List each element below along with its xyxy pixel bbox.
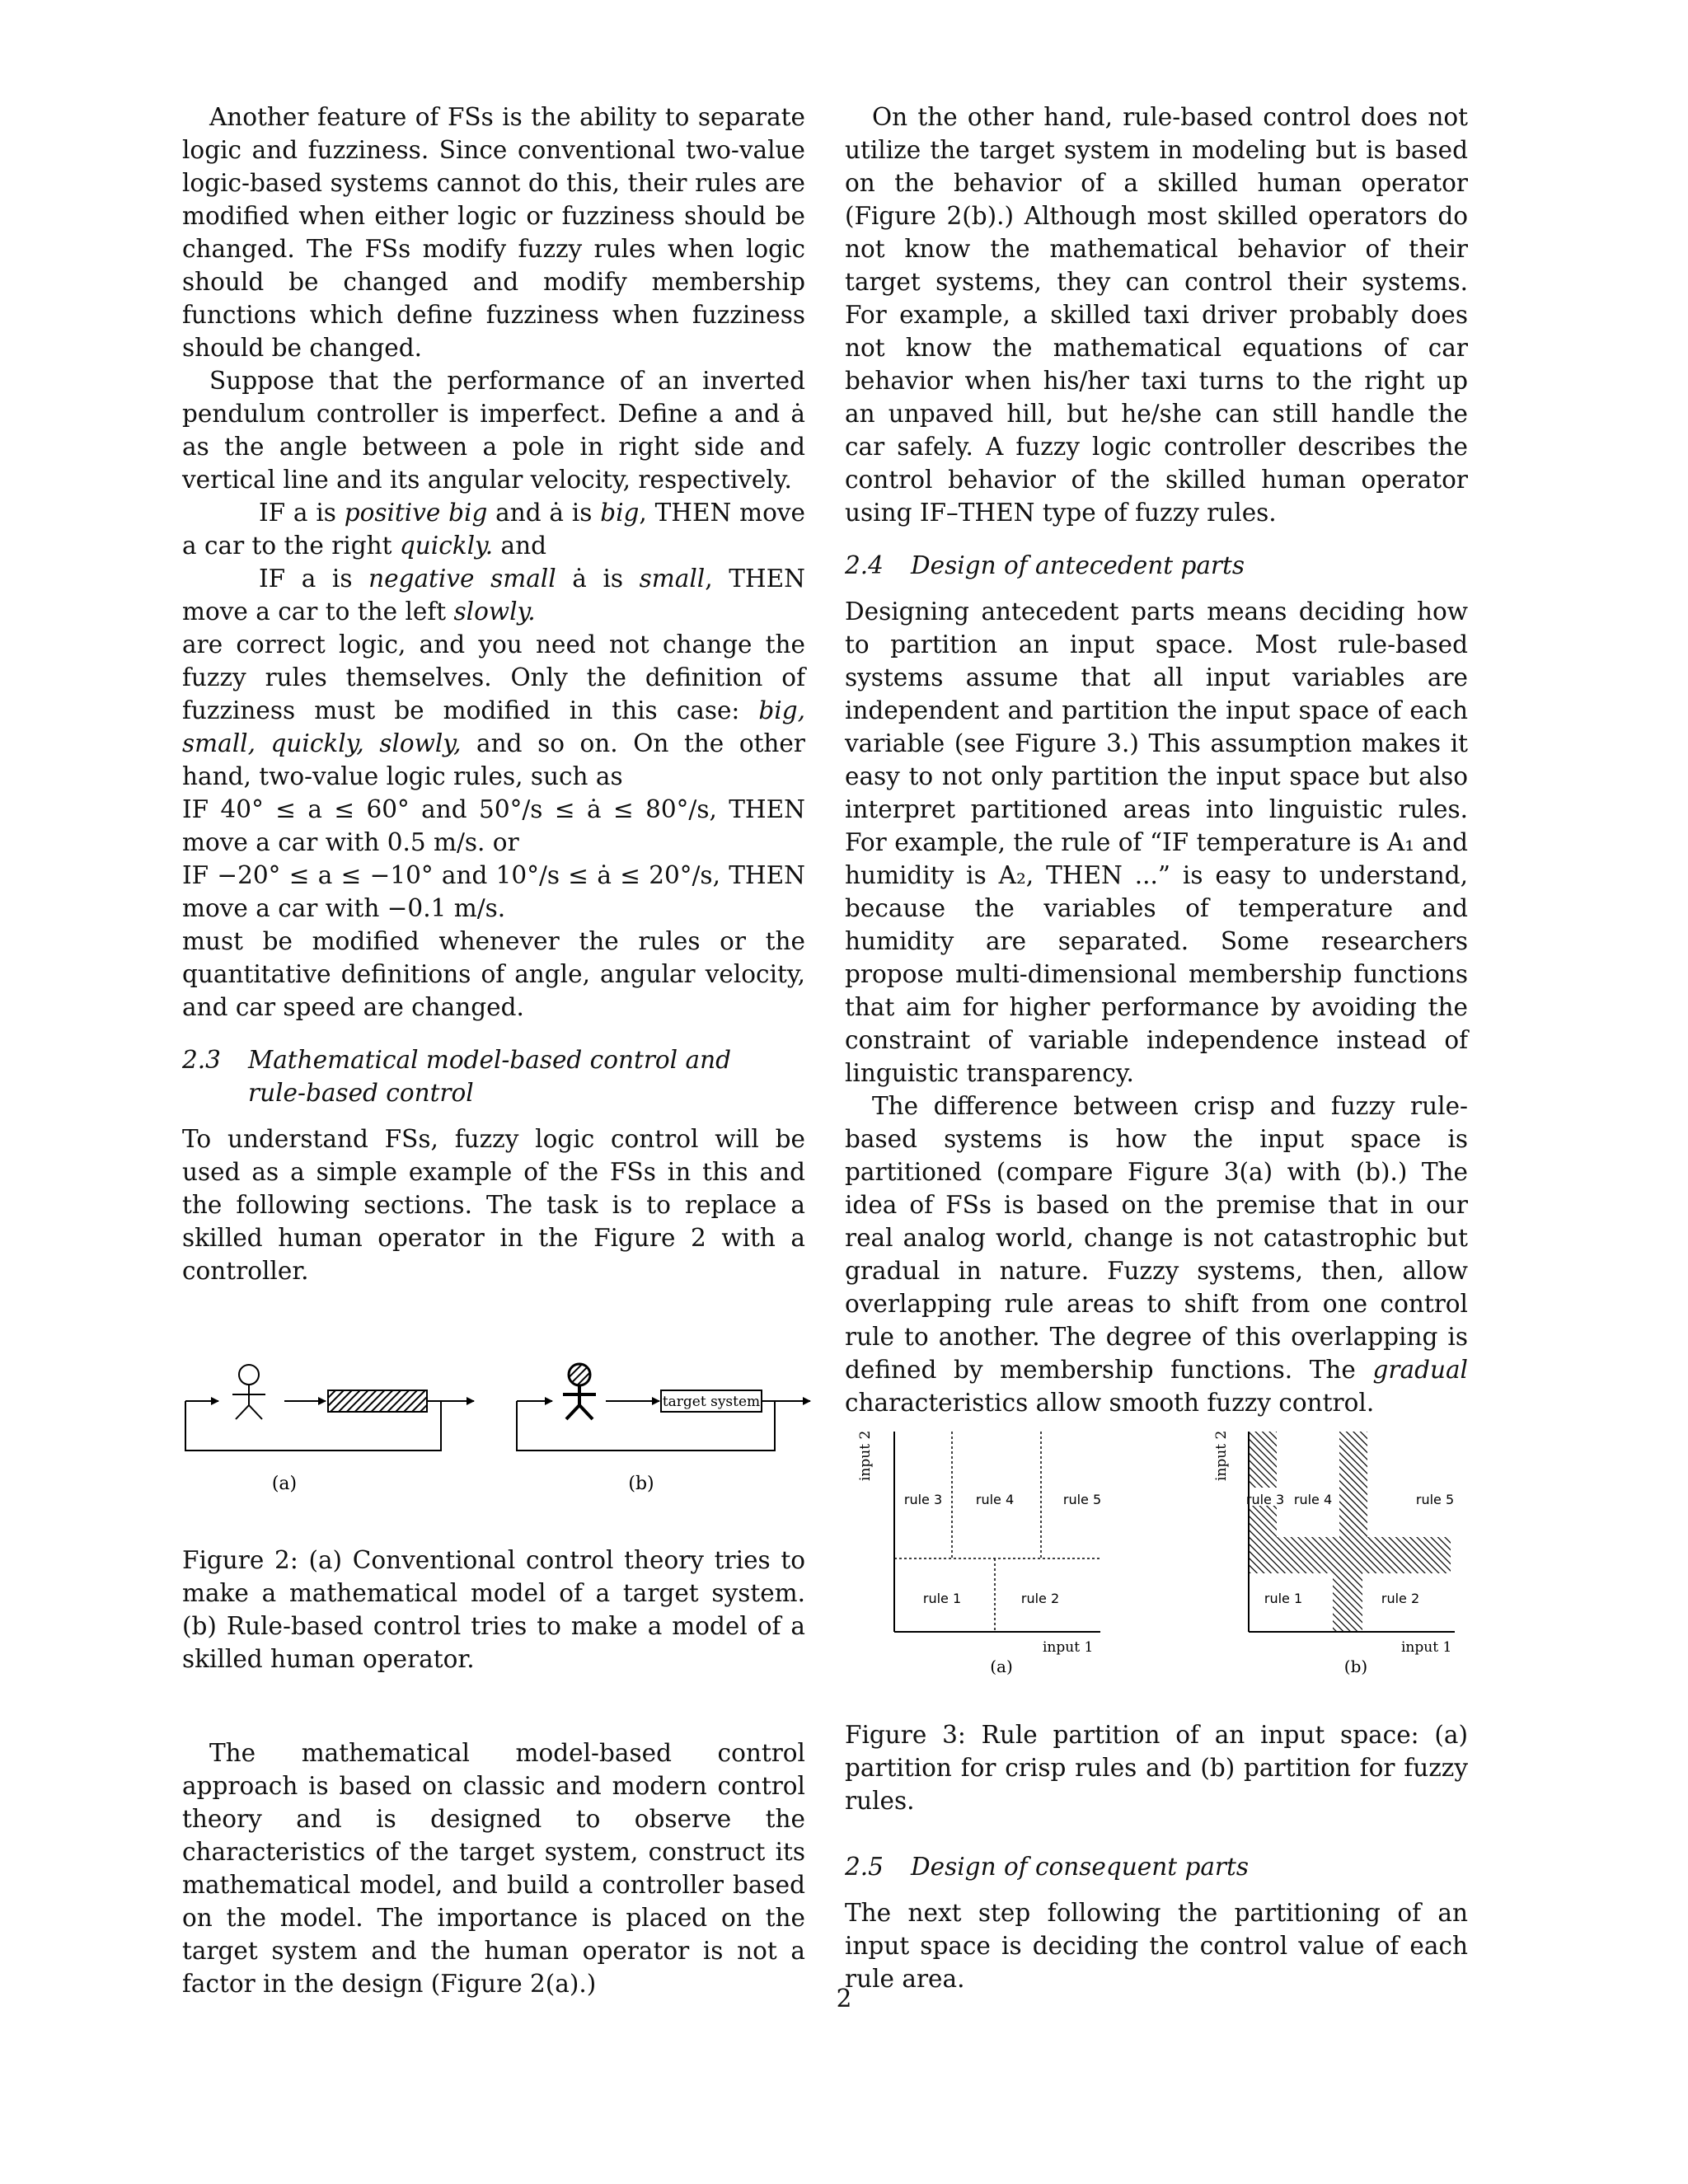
paragraph: Designing antecedent parts means deciding how to partition an input space. Most rule-based systems assume that all input variables are independent and partition the input space of each variable (see Figure 3.) This assumption makes it easy to not only partition the input space but also interpret partitioned areas into linguistic rules. For example, the rule of “IF temperature is A₁ and humidity is A₂, THEN ...” is easy to understand, because the variables of temperature and humidity are separated. Some researchers propose multi-dimensional membership functions that aim for higher performance by avoiding the constraint of variable independence instead of linguistic transparency. bbox=[845, 598, 1468, 1087]
rule-2-label: rule 2 bbox=[1381, 1591, 1420, 1606]
paragraph: Another feature of FSs is the ability to separate logic and fuzziness. Since conventional two-value logic-based systems cannot do this, their rules are modified when either logic or fuzziness should be changed. The FSs modify fuzzy rules when logic should be changed and modify membership functions which define fuzziness when fuzziness should be changed. bbox=[182, 103, 805, 362]
input-1-label: input 1 bbox=[1043, 1639, 1094, 1656]
target-system-label: target system bbox=[662, 1394, 761, 1410]
crisp-rule-2: IF −20° ≤ a ≤ −10° and 10°/s ≤ ȧ ≤ 20°/s, THEN move a car with −0.1 m/s. bbox=[182, 861, 805, 922]
section-heading-2-3: 2.3 Mathematical model-based control and rule-based control bbox=[182, 1046, 731, 1107]
figure-2-caption: Figure 2: (a) Conventional control theory tries to make a mathematical model of a target system. (b) Rule-based control tries to make a model of a skilled human operator. bbox=[182, 1546, 805, 1673]
paragraph: The difference between crisp and fuzzy rule-based systems is how the input space is partitioned (compare Figure 3(a) with (b).) The idea of FSs is based on the premise that in our real analog world, change is not catastrophic but gradual in nature. Fuzzy systems, then, allow overlapping rule areas to shift from one control rule to another. The degree of this overlapping is defined by membership functions. The gradual characteristics allow smooth fuzzy control. bbox=[845, 1092, 1468, 1417]
skilled-operator-icon bbox=[569, 1364, 590, 1385]
paragraph: are correct logic, and you need not change the fuzzy rules themselves. Only the definition of fuzziness must be modified in this case: big, small, quickly, slowly, and so on. On the other hand, two-value logic rules, such as bbox=[182, 630, 805, 790]
figure-3-diagram bbox=[853, 1422, 1479, 1677]
input-2-label: input 2 bbox=[1213, 1430, 1230, 1481]
section-heading-2-4: 2.4 Design of antecedent parts bbox=[845, 551, 1245, 579]
figure-2-diagram bbox=[177, 1360, 820, 1508]
rule-1-label: rule 1 bbox=[1264, 1591, 1303, 1606]
paragraph: The mathematical model-based control approach is based on classic and modern control theory and is designed to observe the characteristics of the target system, construct its mathematical model, and build a controller based on the model. The importance is placed on the target system and the human operator is not a factor in the design (Figure 2(a).) bbox=[182, 1739, 805, 1998]
rule-3-label: rule 3 bbox=[1245, 1492, 1285, 1507]
paragraph: The next step following the partitioning of an input space is deciding the control value of each rule area. bbox=[845, 1899, 1468, 1993]
figure-3b-label: (b) bbox=[1343, 1657, 1368, 1676]
left-column bbox=[182, 101, 805, 1287]
paragraph: To understand FSs, fuzzy logic control will be used as a simple example of the FSs in this and the following sections. The task is to replace a skilled human operator in the Figure 2 with a controller. bbox=[182, 1125, 805, 1285]
figure-2b-label: (b) bbox=[628, 1474, 654, 1494]
human-operator-icon bbox=[239, 1365, 259, 1385]
paragraph: must be modified whenever the rules or the quantitative definitions of angle, angular velocity, and car speed are changed. bbox=[182, 927, 805, 1021]
paragraph: Suppose that the performance of an inverted pendulum controller is imperfect. Define a and ȧ as the angle between a pole in right side and vertical line and its angular velocity, respectively. bbox=[182, 367, 805, 494]
input-1-label: input 1 bbox=[1401, 1639, 1452, 1656]
lower-left-text bbox=[182, 1736, 805, 2000]
figure-2b bbox=[517, 1364, 810, 1494]
rule-2-label: rule 2 bbox=[1020, 1591, 1060, 1606]
rule-4-label: rule 4 bbox=[975, 1492, 1015, 1507]
figure-2a-label: (a) bbox=[271, 1474, 298, 1494]
page-number: 2 bbox=[836, 1985, 852, 2013]
rule-1-label: rule 1 bbox=[922, 1591, 962, 1606]
figure-3-caption: Figure 3: Rule partition of an input space: (a) partition for crisp rules and (b) partition for fuzzy rules. bbox=[845, 1721, 1468, 1815]
fuzzy-rule-2: IF a is negative small ȧ is small, THEN move a car to the left slowly. bbox=[182, 565, 805, 626]
paragraph: On the other hand, rule-based control does not utilize the target system in modeling but is based on the behavior of a skilled human operator (Figure 2(b).) Although most skilled operators do not know the mathematical behavior of their target systems, they can control their systems. For example, a skilled taxi driver probably does not know the mathematical equations of car behavior when his/her taxi turns to the right up an unpaved hill, but he/she can still handle the car safely. A fuzzy logic controller describes the control behavior of the skilled human operator using IF–THEN type of fuzzy rules. bbox=[845, 103, 1468, 527]
input-2-label: input 2 bbox=[857, 1430, 874, 1481]
section-heading-2-5: 2.5 Design of consequent parts bbox=[845, 1853, 1250, 1881]
rule-3-label: rule 3 bbox=[903, 1492, 943, 1507]
rule-5-label: rule 5 bbox=[1415, 1492, 1455, 1507]
right-column bbox=[845, 101, 1468, 1419]
rule-5-label: rule 5 bbox=[1062, 1492, 1102, 1507]
rule-4-label: rule 4 bbox=[1293, 1492, 1333, 1507]
crisp-rule-1: IF 40° ≤ a ≤ 60° and 50°/s ≤ ȧ ≤ 80°/s, THEN move a car with 0.5 m/s. or bbox=[182, 795, 805, 856]
figure-2a bbox=[185, 1365, 474, 1494]
figure-3a bbox=[857, 1431, 1101, 1676]
hatched-target-system-box bbox=[328, 1390, 427, 1412]
lower-right-text bbox=[845, 1850, 1468, 1995]
figure-3b bbox=[1213, 1431, 1455, 1676]
fuzzy-rule-1: IF a is positive big and ȧ is big, THEN move a car to the right quickly. and bbox=[182, 499, 805, 560]
figure-3a-label: (a) bbox=[990, 1657, 1013, 1676]
